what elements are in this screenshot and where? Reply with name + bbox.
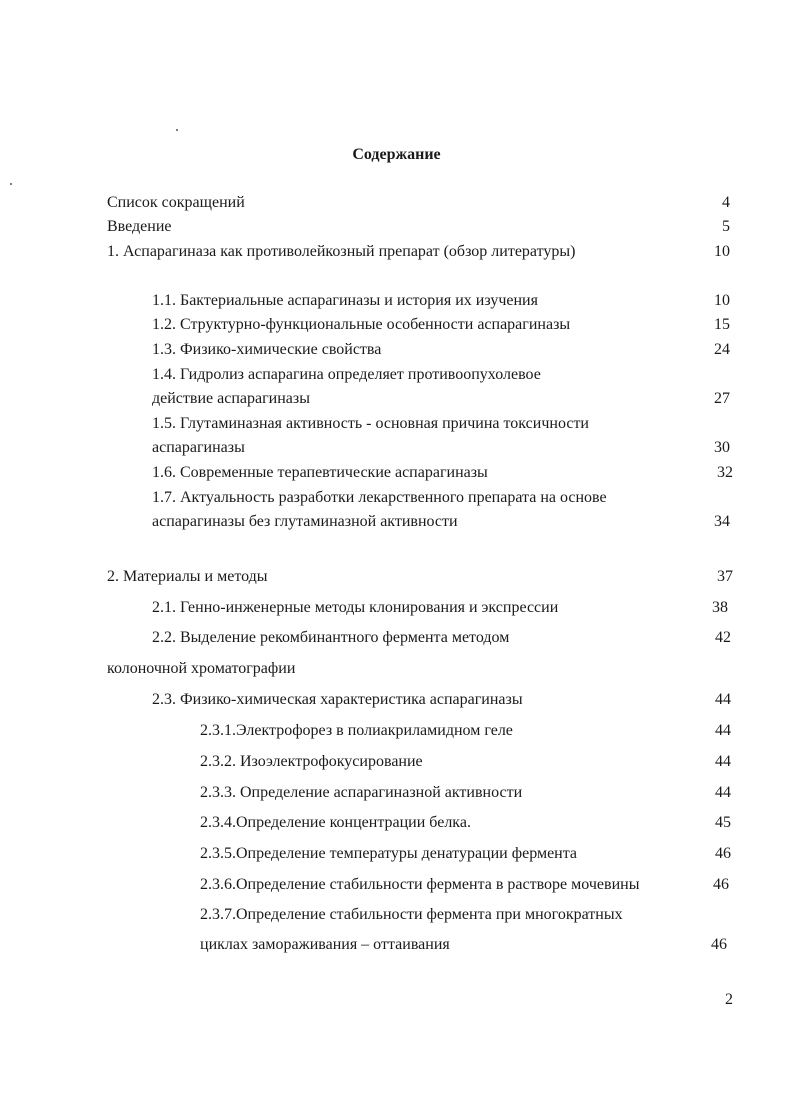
toc-entry-page: 30 <box>714 439 730 456</box>
toc-entry-text: 2.3.3. Определение аспарагиназной активности <box>200 784 523 801</box>
toc-entry-text: 1.3. Физико-химические свойства <box>152 341 382 358</box>
toc-entry-page: 38 <box>712 599 728 616</box>
toc-entry-page: 10 <box>714 243 730 260</box>
toc-entry <box>0 933 793 957</box>
toc-entry-text: 1. Аспарагиназа как противолейкозный препарат (обзор литературы) <box>107 243 576 260</box>
toc-entry-page: 46 <box>715 845 731 862</box>
toc-entry-page: 10 <box>714 292 730 309</box>
page-number: 2 <box>725 991 733 1008</box>
toc-entry-text: 2.1. Генно-инженерные методы клонирования и экспрессии <box>152 599 559 616</box>
toc-entry-text: 2.2. Выделение рекомбинантного фермента методом <box>152 629 510 646</box>
toc-entry-text: 1.1. Бактериальные аспарагиназы и история их изучения <box>152 292 538 309</box>
toc-entry-text: 1.5. Глутаминазная активность - основная причина токсичности <box>152 415 589 432</box>
toc-entry-text: 1.6. Современные терапевтические аспарагиназы <box>152 464 488 481</box>
toc-entry-text: 2.3.4.Определение концентрации белка. <box>200 814 471 831</box>
toc-entry <box>0 626 793 650</box>
toc-entry <box>0 436 793 460</box>
toc-entry <box>0 363 793 387</box>
toc-entry <box>0 811 793 835</box>
toc-entry <box>0 842 793 866</box>
toc-entry-page: 32 <box>717 464 733 481</box>
toc-entry <box>0 338 793 362</box>
toc-entry <box>0 750 793 774</box>
toc-entry <box>0 781 793 805</box>
toc-entry <box>0 719 793 743</box>
toc-entry-text: 2.3. Физико-химическая характеристика аспарагиназы <box>152 691 523 708</box>
toc-entry <box>0 688 793 712</box>
toc-entry-page: 46 <box>713 876 729 893</box>
toc-entry-page: 5 <box>722 218 730 235</box>
toc-entry-text: 1.2. Структурно-функциональные особенности аспарагиназы <box>152 316 571 333</box>
toc-entry <box>0 240 793 264</box>
toc-entry-page: 37 <box>717 568 733 585</box>
scan-speck <box>176 129 178 131</box>
toc-entry-page: 44 <box>715 691 731 708</box>
toc-entry-text: 2.3.2. Изоэлектрофокусирование <box>200 753 423 770</box>
toc-entry <box>0 596 793 620</box>
toc-entry <box>0 412 793 436</box>
scan-speck <box>10 183 12 185</box>
toc-entry-text: 2.3.7.Определение стабильности фермента при многократных <box>200 906 623 923</box>
toc-entry-text: 1.7. Актуальность разработки лекарственного препарата на основе <box>152 489 607 506</box>
toc-entry-text: 1.4. Гидролиз аспарагина определяет противоопухолевое <box>152 366 541 383</box>
toc-entry <box>0 873 793 897</box>
toc-entry-page: 44 <box>715 784 731 801</box>
toc-entry-text: 2. Материалы и методы <box>107 568 268 585</box>
toc-entry-page: 44 <box>715 753 731 770</box>
toc-entry-text: колоночной хроматографии <box>107 660 296 677</box>
toc-entry-text: циклах замораживания – оттаивания <box>200 936 450 953</box>
toc-entry-text: 2.3.6.Определение стабильности фермента в растворе мочевины <box>200 876 640 893</box>
toc-entry <box>0 565 793 589</box>
toc-entry-page: 34 <box>714 513 730 530</box>
toc-entry <box>0 215 793 239</box>
toc-entry-page: 27 <box>714 390 730 407</box>
toc-entry-page: 24 <box>714 341 730 358</box>
toc-entry <box>0 657 793 681</box>
toc-entry-page: 45 <box>715 814 731 831</box>
toc-entry-page: 42 <box>715 629 731 646</box>
toc-entry-text: Введение <box>107 218 172 235</box>
toc-entry <box>0 461 793 485</box>
toc-entry-page: 44 <box>715 722 731 739</box>
toc-entry <box>0 903 793 927</box>
toc-entry-page: 46 <box>711 936 727 953</box>
toc-entry <box>0 387 793 411</box>
toc-title: Содержание <box>352 146 441 163</box>
toc-entry <box>0 289 793 313</box>
toc-entry-page: 4 <box>722 194 730 211</box>
toc-entry <box>0 191 793 215</box>
toc-entry-text: 2.3.1.Электрофорез в полиакриламидном геле <box>200 722 513 739</box>
toc-entry-text: 2.3.5.Определение температуры денатурации фермента <box>200 845 578 862</box>
toc-entry-page: 15 <box>714 316 730 333</box>
toc-entry <box>0 486 793 510</box>
toc-entry <box>0 510 793 534</box>
toc-entry <box>0 313 793 337</box>
toc-entry-text: аспарагиназы без глутаминазной активности <box>152 513 458 530</box>
toc-entry-text: аспарагиназы <box>152 439 245 456</box>
toc-entry-text: действие аспарагиназы <box>152 390 310 407</box>
toc-entry-text: Список сокращений <box>107 194 245 211</box>
